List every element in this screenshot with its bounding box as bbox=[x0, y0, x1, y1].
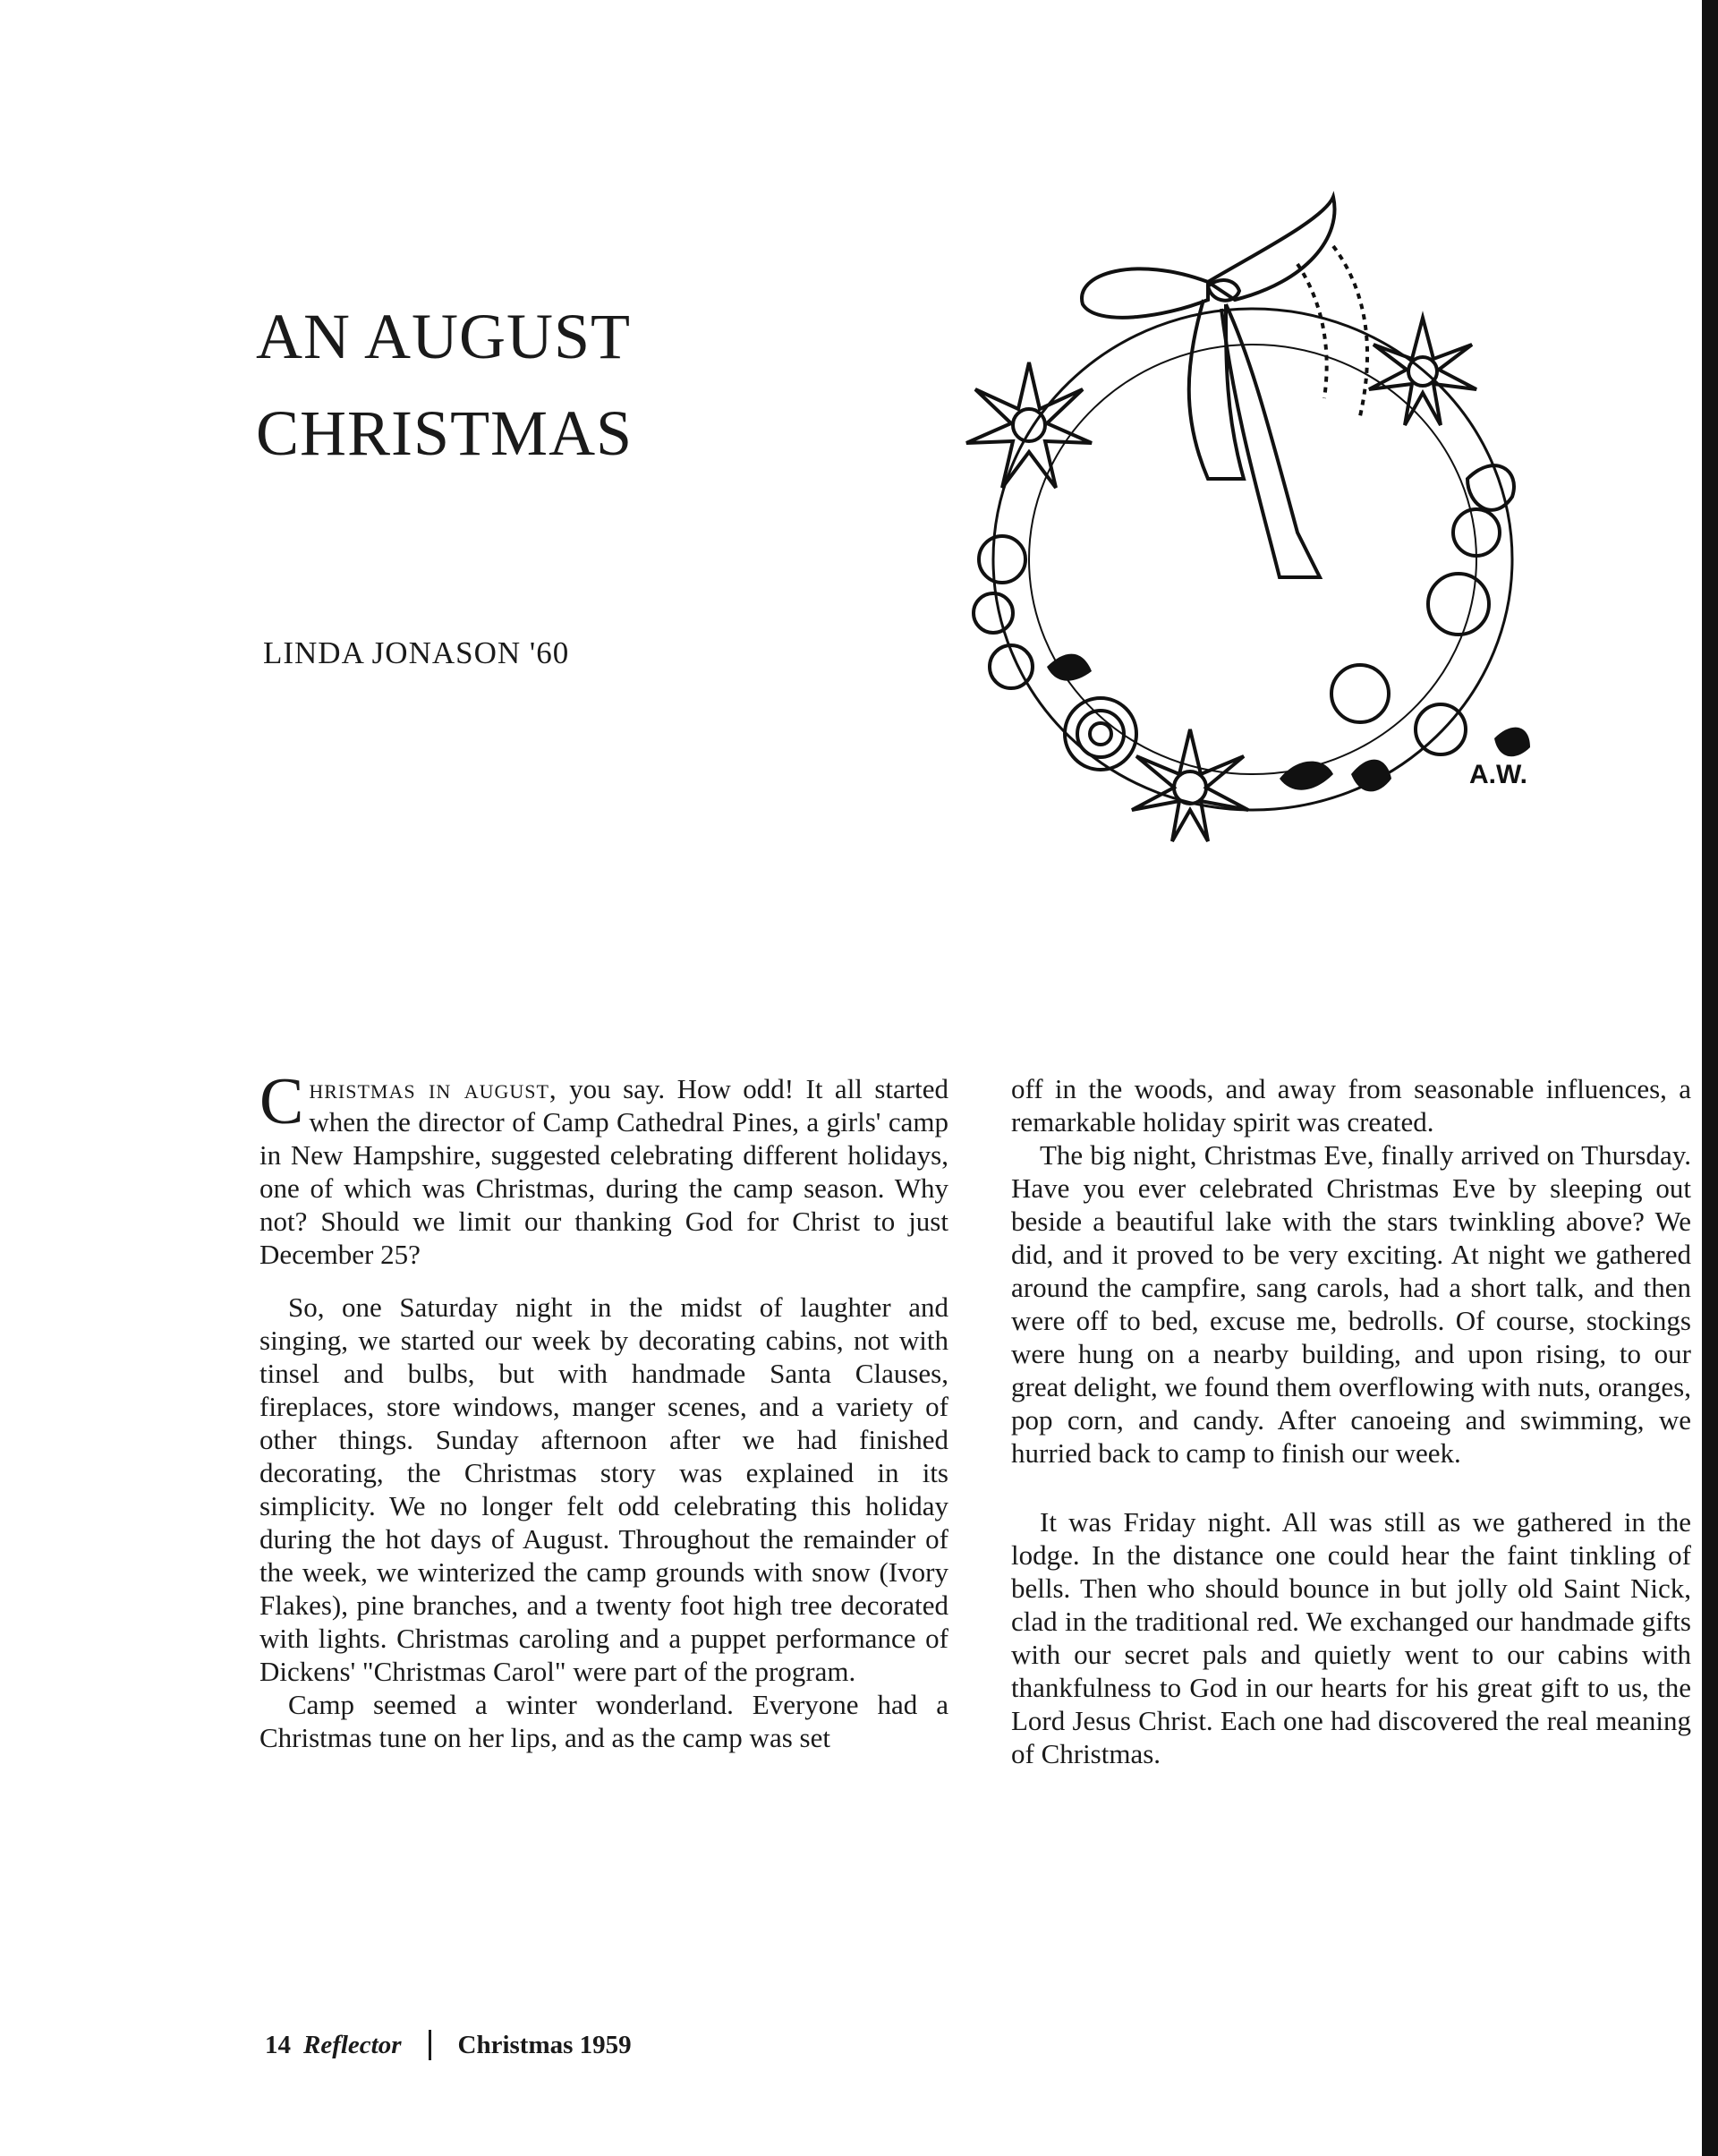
lead-in: hristmas in august, bbox=[309, 1073, 557, 1104]
paragraph-3-end: off in the woods, and away from seasonable influences, a remarkable holiday spirit was created. bbox=[1011, 1073, 1691, 1138]
paragraph-3-start: Camp seemed a winter wonderland. Everyone had a Christmas tune on her lips, and as the camp was set bbox=[259, 1689, 948, 1753]
page-footer bbox=[265, 2030, 632, 2060]
footer-divider bbox=[429, 2030, 431, 2060]
paragraph-1 bbox=[259, 1065, 948, 1271]
artist-signature: A.W. bbox=[1469, 760, 1527, 789]
column-right bbox=[1011, 1072, 1691, 1770]
title-line-2: CHRISTMAS bbox=[256, 397, 634, 469]
paragraph-5: It was Friday night. All was still as we gathered in the lodge. In the distance one could hear the faint tinkling of bells. Then who should bounce in but jolly old Saint Nick, clad in the traditional red. We exchanged our handmade gifts with our secret pals and quietly went to our cabins with thankfulness to God in our hearts for his great gift to us, the Lord Jesus Christ. Each one had discovered the real meaning of Christmas. bbox=[1011, 1506, 1691, 1769]
paragraph-4: The big night, Christmas Eve, finally arrived on Thursday. Have you ever celebrated Christmas Eve by sleeping out beside a beautiful lake with the stars twinkling above? We did, and it proved to be very exciting. At night we gathered around the campfire, sang carols, had a short talk, and then were off to bed, excuse me, bedrolls. Of course, stockings were hung on a nearby building, and upon rising, to our great delight, we found them overflowing with nuts, oranges, pop corn, and candy. After canoeing and swimming, we hurried back to camp to finish our week. bbox=[1011, 1139, 1691, 1469]
title-line-1: AN AUGUST bbox=[256, 301, 632, 372]
wreath-illustration bbox=[940, 183, 1566, 846]
article-title bbox=[256, 288, 757, 481]
page-edge-shadow bbox=[1702, 0, 1718, 2156]
issue-name: Christmas 1959 bbox=[457, 2030, 632, 2059]
author-byline: LINDA JONASON '60 bbox=[263, 635, 570, 670]
drop-cap: C bbox=[259, 1065, 304, 1138]
column-left bbox=[259, 1065, 948, 1754]
paragraph-2: So, one Saturday night in the midst of laughter and singing, we started our week by decorating cabins, not with tinsel and bulbs, but with handmade Santa Clauses, fireplaces, store windows, manger scenes, and a variety of other things. Sunday afternoon after we had finished decorating, the Christmas story was explained in its simplicity. We no longer felt odd celebrating this holiday during the hot days of August. Throughout the remainder of the week, we winterized the camp grounds with snow (Ivory Flakes), pine branches, and a twenty foot high tree decorated with lights. Christmas caroling and a puppet performance of Dickens' "Christmas Carol" were part of the program. bbox=[259, 1291, 948, 1687]
page-number: 14 bbox=[265, 2030, 291, 2059]
publication-name: Reflector bbox=[303, 2030, 402, 2059]
paragraph-1-text: you say. How odd! It all started when the director of Camp Cathedral Pines, a girls' camp in New Hampshire, suggested celebrating different holidays, one of which was Christmas, during the camp season. Why not? Should we limit our thanking God for Christ to just December 25? bbox=[259, 1073, 948, 1270]
